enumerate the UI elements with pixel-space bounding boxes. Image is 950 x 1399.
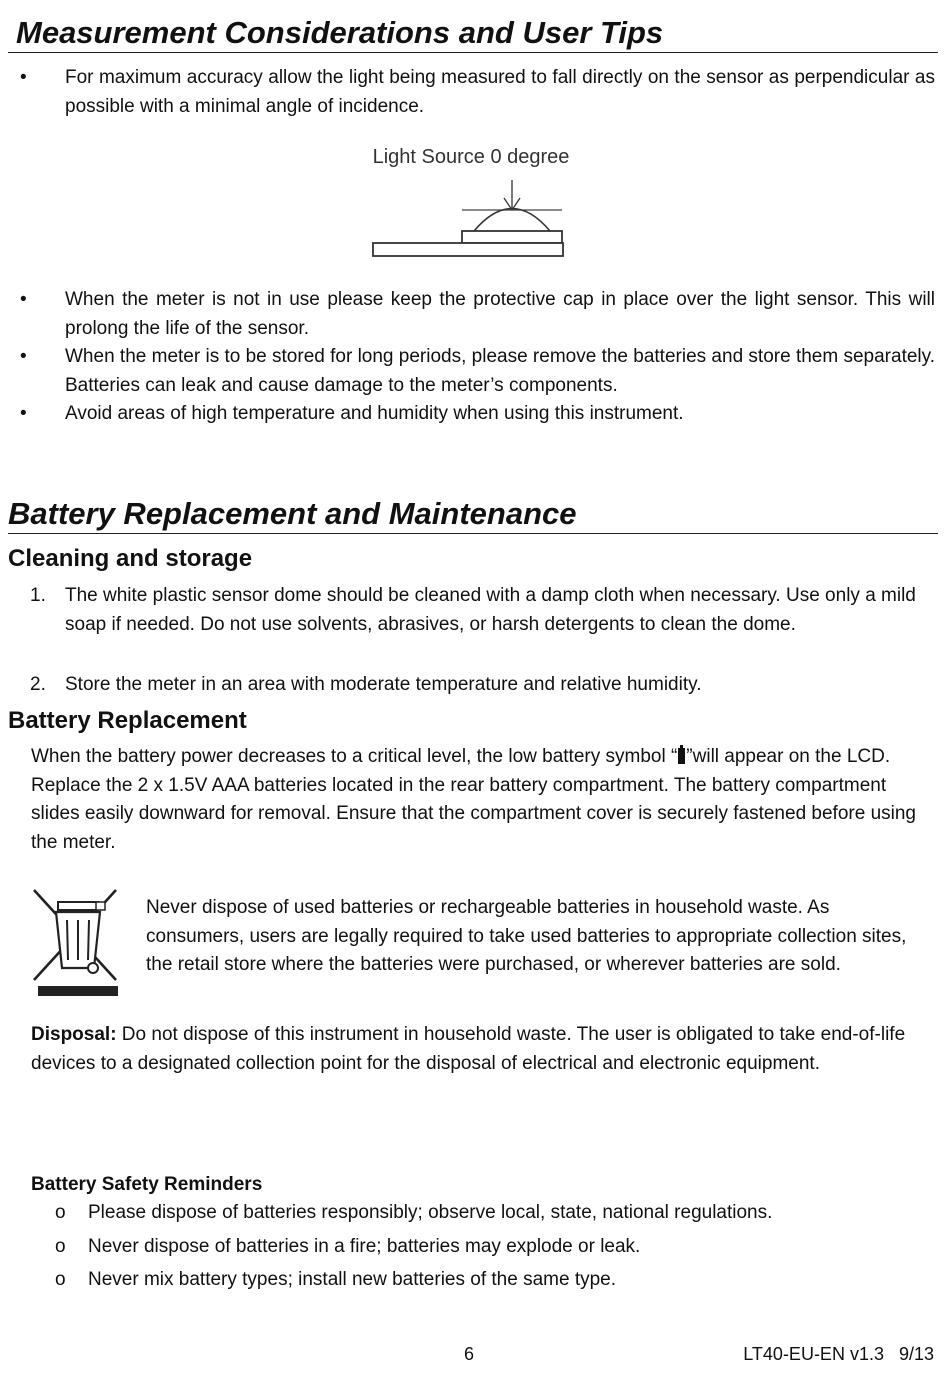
measurement-bullet-3: When the meter is to be stored for long periods, please remove the batteries and store them separately. Batteries can leak and cause damage to the meter’s components. xyxy=(65,346,935,396)
light-source-diagram xyxy=(356,140,586,265)
measurement-bullet-4: Avoid areas of high temperature and humidity when using this instrument. xyxy=(65,403,684,424)
document-id: LT40-EU-EN v1.3 9/13 xyxy=(743,1344,934,1364)
subbullet-icon: o xyxy=(55,1269,66,1290)
disposal-paragraph xyxy=(31,1021,931,1078)
safety-item-2: Never dispose of batteries in a fire; batteries may explode or leak. xyxy=(88,1236,641,1257)
cleaning-item-2: Store the meter in an area with moderate temperature and relative humidity. xyxy=(65,674,702,695)
diagram-label: Light Source 0 degree xyxy=(372,146,570,168)
heading-cleaning: Cleaning and storage xyxy=(8,545,253,572)
safety-item-1: Please dispose of batteries responsibly; observe local, state, national regulations. xyxy=(88,1202,773,1223)
measurement-bullet-2: When the meter is not in use please keep the protective cap in place over the light sensor. This will prolong the life of the sensor. xyxy=(65,289,935,339)
page-number: 6 xyxy=(464,1344,475,1364)
section-title-measurement: Measurement Considerations and User Tips xyxy=(8,14,938,53)
bullet-icon: • xyxy=(20,289,27,310)
list-number-1: 1. xyxy=(30,585,46,606)
subbullet-icon: o xyxy=(55,1236,66,1257)
disposal-label: Disposal: xyxy=(31,1024,117,1045)
measurement-bullet-1: For maximum accuracy allow the light being measured to fall directly on the sensor as perpendicular as possible with a minimal angle of incidence. xyxy=(65,67,935,117)
subbullet-icon: o xyxy=(55,1202,66,1223)
weee-notice: Never dispose of used batteries or rechargeable batteries in household waste. As consumers, users are legally required to take used batteries to appropriate collection sites, the retail store where the batteries were purchased, or wherever batteries are sold. xyxy=(146,897,907,975)
battery-replacement-text xyxy=(31,743,936,857)
disposal-text: Do not dispose of this instrument in household waste. The user is obligated to take end-of-life devices to a designated collection point for the disposal of electrical and electronic equipment. xyxy=(31,1024,906,1074)
list-number-2: 2. xyxy=(30,674,46,695)
bullet-icon: • xyxy=(20,346,27,367)
crossed-out-wheelie-bin-icon xyxy=(30,888,122,1000)
heading-battery-replacement: Battery Replacement xyxy=(8,707,247,734)
section-title-battery: Battery Replacement and Maintenance xyxy=(8,495,938,534)
replacement-text-after: ”will appear on the LCD. Replace the 2 x 1.5V AAA batteries located in the rear battery compartment. The battery compartment slides easily downward for removal. Ensure that the compartment cover is securely fastened before using the meter. xyxy=(31,746,916,853)
bullet-icon: • xyxy=(20,67,27,88)
battery-icon xyxy=(678,748,685,764)
cleaning-item-1: The white plastic sensor dome should be cleaned with a damp cloth when necessary. Use only a mild soap if needed. Do not use solvents, abrasives, or harsh detergents to clean the dome. xyxy=(65,585,916,635)
bullet-icon: • xyxy=(20,403,27,424)
safety-item-3: Never mix battery types; install new batteries of the same type. xyxy=(88,1269,617,1290)
replacement-text-before: When the battery power decreases to a critical level, the low battery symbol “ xyxy=(31,746,678,767)
heading-safety-reminders: Battery Safety Reminders xyxy=(31,1174,263,1195)
